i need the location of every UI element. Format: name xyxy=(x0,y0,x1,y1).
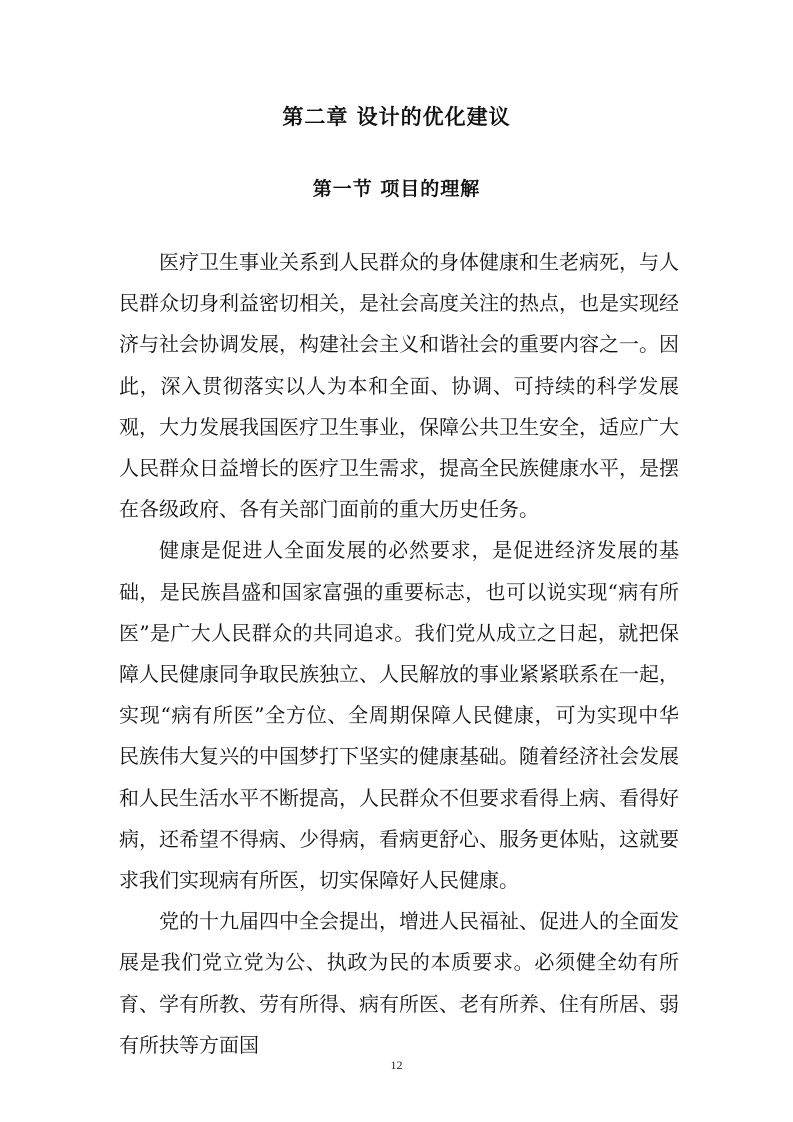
paragraph: 党的十九届四中全会提出，增进人民福祉、促进人的全面发展是我们党立党为公、执政为民的本质要求。必须健全幼有所育、学有所教、劳有所得、病有所医、老有所养、住有所居、弱有所扶等方面国 xyxy=(119,909,679,1057)
section-title: 第一节 项目的理解 xyxy=(312,178,481,200)
paragraph: 医疗卫生事业关系到人民群众的身体健康和生老病死，与人民群众切身利益密切相关，是社会高度关注的热点，也是实现经济与社会协调发展，构建社会主义和谐社会的重要内容之一。因此，深入贯彻落实以人为本和全面、协调、可持续的科学发展观，大力发展我国医疗卫生事业，保障公共卫生安全，适应广大人民群众日益增长的医疗卫生需求，提高全民族健康水平，是摆在各级政府、各有关部门面前的重大历史任务。 xyxy=(119,250,679,522)
paragraph: 健康是促进人全面发展的必然要求，是促进经济发展的基础，是民族昌盛和国家富强的重要标志，也可以说实现“病有所医”是广大人民群众的共同追求。我们党从成立之日起，就把保障人民健康同争取民族独立、人民解放的事业紧紧联系在一起，实现“病有所医”全方位、全周期保障人民健康，可为实现中华民族伟大复兴的中国梦打下坚实的健康基础。随着经济社会发展和人民生活水平不断提高，人民群众不但要求看得上病、看得好病，还希望不得病、少得病，看病更舒心、服务更体贴，这就要求我们实现病有所医，切实保障好人民健康。 xyxy=(119,538,679,893)
body-text xyxy=(119,242,679,1066)
page-number: 12 xyxy=(390,1058,403,1072)
chapter-title: 第二章 设计的优化建议 xyxy=(282,105,511,129)
